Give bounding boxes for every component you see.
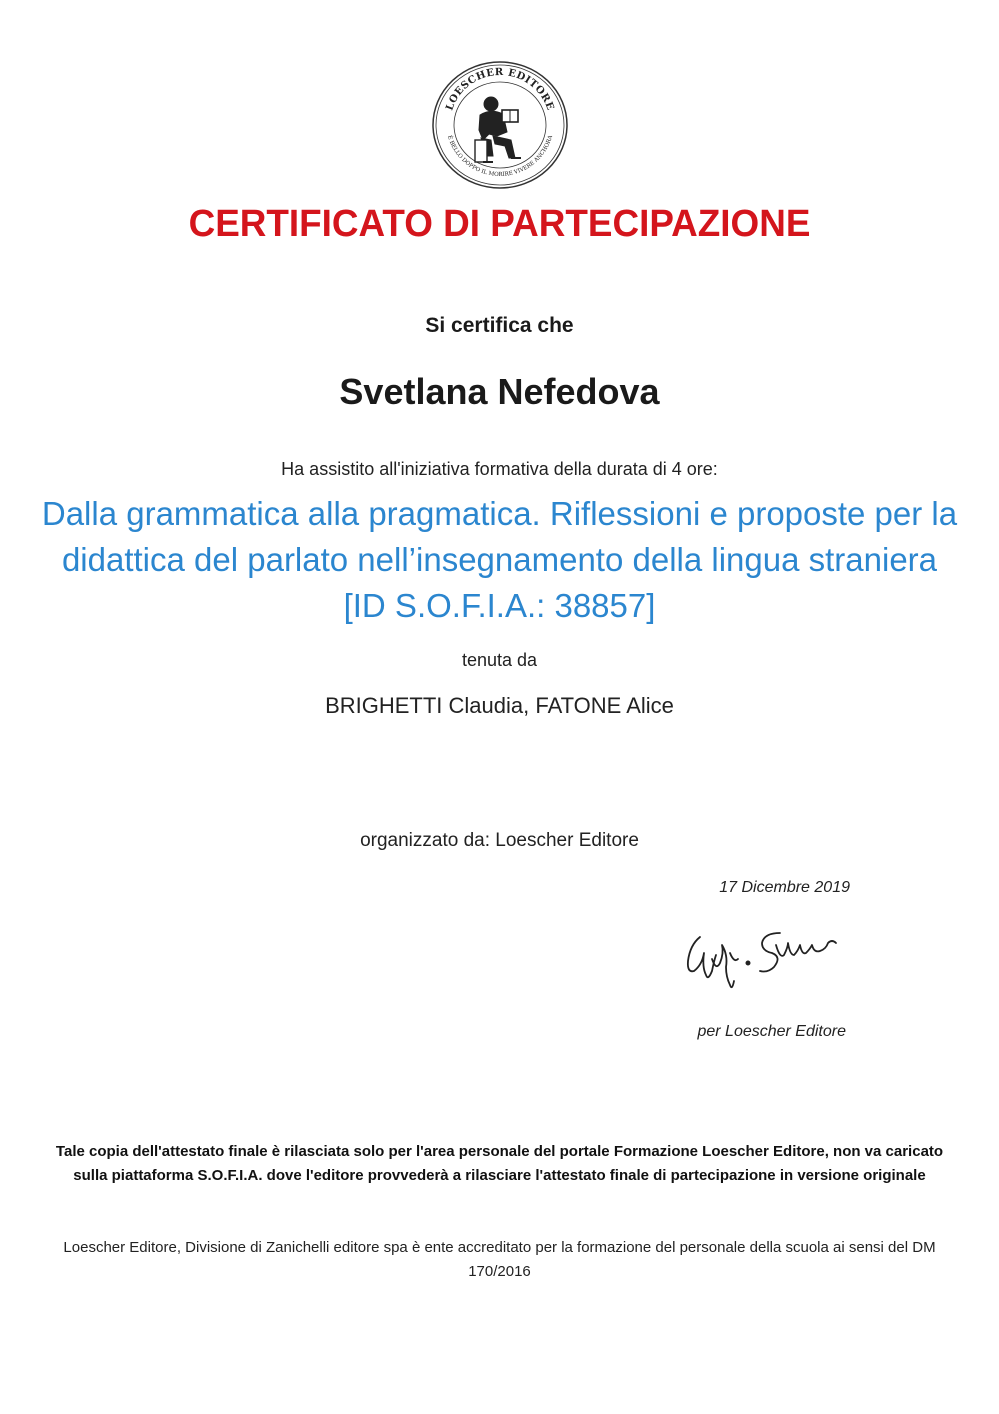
svg-text:È BELLO DOPPO IL MORIRE VIVERE: È BELLO DOPPO IL MORIRE VIVERE ANCHORA (445, 134, 555, 179)
certificate-date: 17 Dicembre 2019 (719, 879, 850, 896)
held-by-label: tenuta da (461, 650, 538, 670)
recipient-name: Svetlana Nefedova (339, 371, 660, 412)
certificate-title: CERTIFICATO DI PARTECIPAZIONE (188, 203, 811, 245)
svg-text:LOESCHER EDITORE: LOESCHER EDITORE (444, 66, 556, 113)
signatory-label: per Loescher Editore (697, 1023, 846, 1040)
certifies-line: Si certifica che (425, 314, 574, 337)
handwritten-signature (672, 915, 852, 995)
copy-disclaimer: Tale copia dell'attestato finale è rilasciata solo per l'area personale del portale Formazione Loescher Editore, non va caricato sulla piattaforma S.O.F.I.A. dove l'editore provvederà a rilasciare l'attestato finale di partecipazione in versione originale (55, 1143, 944, 1184)
trainer-names: BRIGHETTI Claudia, FATONE Alice (325, 693, 674, 718)
seated-figure-emblem (475, 97, 521, 162)
attendance-statement: Ha assistito all'iniziativa formativa della durata di 4 ore: (281, 459, 718, 479)
organizer-line: organizzato da: Loescher Editore (360, 830, 639, 851)
loescher-logo (431, 60, 569, 190)
course-title: Dalla grammatica alla pragmatica. Riflessioni e proposte per la didattica del parlato nell’insegnamento della lingua straniera [ID S.O.F.I.A.: 38857] (41, 495, 958, 624)
accreditation-note: Loescher Editore, Divisione di Zanichelli editore spa è ente accreditato per la formazione del personale della scuola ai sensi del DM 170/2016 (63, 1239, 936, 1280)
